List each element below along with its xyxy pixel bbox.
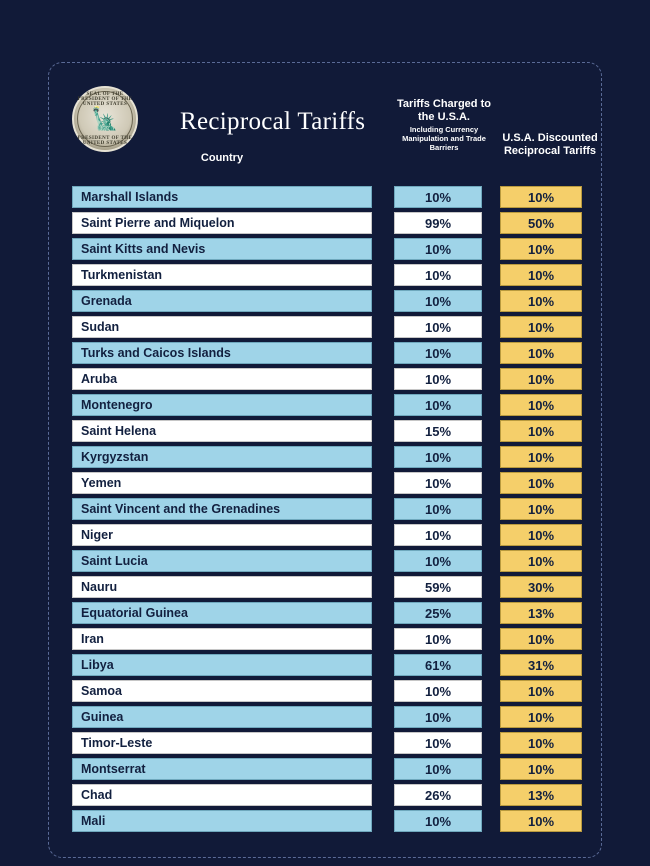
presidential-seal-icon: [72, 86, 138, 152]
cell-tariff-charged: 10%: [394, 810, 482, 832]
cell-tariff-discounted: 10%: [500, 446, 582, 468]
cell-country: Turkmenistan: [72, 264, 372, 286]
cell-country: Saint Lucia: [72, 550, 372, 572]
cell-tariff-discounted: 30%: [500, 576, 582, 598]
table-row: [60, 238, 590, 260]
cell-tariff-discounted: 10%: [500, 368, 582, 390]
cell-country: Montenegro: [72, 394, 372, 416]
cell-tariff-discounted: 50%: [500, 212, 582, 234]
table-row: [60, 602, 590, 624]
cell-tariff-discounted: 10%: [500, 186, 582, 208]
table-row: [60, 420, 590, 442]
cell-tariff-discounted: 13%: [500, 784, 582, 806]
tariff-table: [60, 186, 590, 832]
table-row: [60, 810, 590, 832]
cell-tariff-charged: 10%: [394, 264, 482, 286]
column-header-country: Country: [200, 152, 244, 164]
table-row: [60, 290, 590, 312]
table-row: [60, 472, 590, 494]
cell-tariff-charged: 15%: [394, 420, 482, 442]
column-header-charged: [390, 98, 498, 152]
cell-tariff-charged: 99%: [394, 212, 482, 234]
cell-tariff-charged: 61%: [394, 654, 482, 676]
cell-tariff-charged: 10%: [394, 706, 482, 728]
table-row: [60, 706, 590, 728]
column-header-discounted: U.S.A. Discounted Reciprocal Tariffs: [502, 132, 598, 158]
table-row: [60, 316, 590, 338]
table-row: [60, 186, 590, 208]
table-row: [60, 576, 590, 598]
cell-tariff-discounted: 10%: [500, 316, 582, 338]
cell-tariff-charged: 10%: [394, 290, 482, 312]
cell-tariff-charged: 10%: [394, 628, 482, 650]
cell-tariff-charged: 10%: [394, 498, 482, 520]
cell-tariff-charged: 25%: [394, 602, 482, 624]
cell-country: Guinea: [72, 706, 372, 728]
cell-tariff-charged: 10%: [394, 732, 482, 754]
cell-tariff-discounted: 10%: [500, 420, 582, 442]
cell-tariff-discounted: 10%: [500, 342, 582, 364]
table-row: [60, 550, 590, 572]
cell-tariff-discounted: 10%: [500, 758, 582, 780]
table-row: [60, 342, 590, 364]
cell-country: Nauru: [72, 576, 372, 598]
cell-country: Timor-Leste: [72, 732, 372, 754]
cell-country: Equatorial Guinea: [72, 602, 372, 624]
cell-tariff-charged: 10%: [394, 472, 482, 494]
cell-country: Aruba: [72, 368, 372, 390]
cell-tariff-charged: 10%: [394, 524, 482, 546]
cell-tariff-discounted: 10%: [500, 628, 582, 650]
poster-header: [60, 74, 598, 184]
cell-tariff-charged: 10%: [394, 316, 482, 338]
cell-tariff-discounted: 10%: [500, 238, 582, 260]
table-row: [60, 524, 590, 546]
column-header-charged-sub: Including Currency Manipulation and Trade Barriers: [402, 125, 486, 152]
cell-country: Saint Helena: [72, 420, 372, 442]
cell-tariff-charged: 10%: [394, 680, 482, 702]
cell-tariff-charged: 10%: [394, 342, 482, 364]
cell-country: Samoa: [72, 680, 372, 702]
cell-country: Kyrgyzstan: [72, 446, 372, 468]
cell-tariff-discounted: 10%: [500, 732, 582, 754]
seal-caption-bottom: PRESIDENT OF THE UNITED STATES: [77, 136, 133, 146]
cell-tariff-charged: 10%: [394, 758, 482, 780]
cell-tariff-discounted: 10%: [500, 524, 582, 546]
cell-country: Libya: [72, 654, 372, 676]
cell-country: Montserrat: [72, 758, 372, 780]
table-row: [60, 784, 590, 806]
cell-country: Mali: [72, 810, 372, 832]
cell-tariff-discounted: 10%: [500, 498, 582, 520]
cell-tariff-discounted: 10%: [500, 290, 582, 312]
column-header-charged-main: Tariffs Charged to the U.S.A.: [397, 98, 491, 124]
eagle-icon: 🗽: [91, 106, 119, 131]
cell-tariff-charged: 10%: [394, 446, 482, 468]
cell-country: Yemen: [72, 472, 372, 494]
cell-tariff-discounted: 10%: [500, 472, 582, 494]
cell-country: Iran: [72, 628, 372, 650]
cell-tariff-discounted: 31%: [500, 654, 582, 676]
cell-country: Turks and Caicos Islands: [72, 342, 372, 364]
table-row: [60, 758, 590, 780]
table-row: [60, 446, 590, 468]
cell-tariff-charged: 10%: [394, 186, 482, 208]
cell-tariff-charged: 10%: [394, 368, 482, 390]
page-title: Reciprocal Tariffs: [180, 108, 366, 135]
cell-country: Sudan: [72, 316, 372, 338]
cell-tariff-discounted: 10%: [500, 810, 582, 832]
cell-tariff-discounted: 10%: [500, 680, 582, 702]
cell-tariff-charged: 26%: [394, 784, 482, 806]
table-row: [60, 654, 590, 676]
table-row: [60, 732, 590, 754]
cell-country: Chad: [72, 784, 372, 806]
table-row: [60, 394, 590, 416]
cell-tariff-discounted: 10%: [500, 264, 582, 286]
cell-tariff-charged: 10%: [394, 238, 482, 260]
table-row: [60, 264, 590, 286]
cell-country: Saint Pierre and Miquelon: [72, 212, 372, 234]
table-row: [60, 680, 590, 702]
cell-tariff-discounted: 13%: [500, 602, 582, 624]
cell-tariff-discounted: 10%: [500, 706, 582, 728]
poster-content: [60, 74, 598, 836]
table-row: [60, 498, 590, 520]
seal-caption-top: SEAL OF THE PRESIDENT OF THE UNITED STATES: [77, 92, 133, 107]
cell-country: Saint Vincent and the Grenadines: [72, 498, 372, 520]
cell-tariff-discounted: 10%: [500, 550, 582, 572]
cell-tariff-discounted: 10%: [500, 394, 582, 416]
cell-country: Saint Kitts and Nevis: [72, 238, 372, 260]
table-row: [60, 368, 590, 390]
cell-tariff-charged: 59%: [394, 576, 482, 598]
cell-country: Grenada: [72, 290, 372, 312]
table-row: [60, 212, 590, 234]
cell-country: Niger: [72, 524, 372, 546]
cell-tariff-charged: 10%: [394, 394, 482, 416]
table-row: [60, 628, 590, 650]
cell-tariff-charged: 10%: [394, 550, 482, 572]
cell-country: Marshall Islands: [72, 186, 372, 208]
